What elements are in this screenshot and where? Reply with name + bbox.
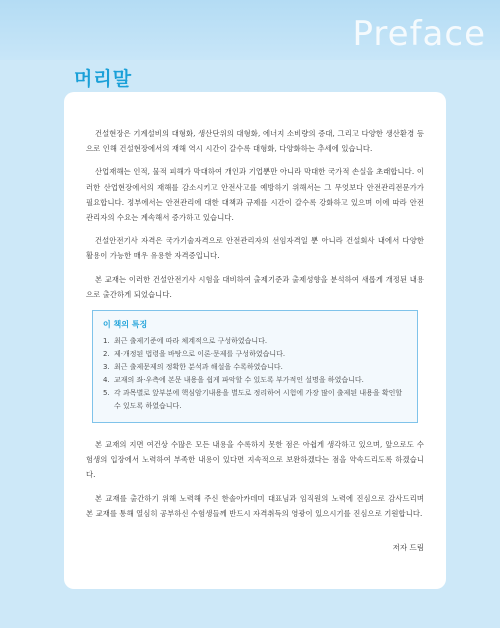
feature-number: 1. <box>103 337 110 346</box>
paragraph-industrial-accidents: 산업재해는 인적, 물적 피해가 막대하여 개인과 기업뿐만 아니라 막대한 국가적 손실을 초래합니다. 이러한 산업현장에서의 재해를 감소시키고 안전사고를 예방하기 위해서는 그 무엇보다 안전관리전문가가 필요합니다. 정부에서는 안전관리에 대한 대책과 규제를 시간이 갈수록 강화하고 있으며 이에 따라 안전관리자의 수요는 계속해서 증가하고 있습니다. <box>86 167 424 223</box>
feature-item <box>103 387 407 413</box>
feature-text: 제·개정된 법령을 바탕으로 이론·문제를 구성하였습니다. <box>114 350 286 359</box>
feature-text: 각 과목별로 앞부분에 핵심암기내용을 별도로 정리하여 시험에 가장 많이 출제된 내용을 확인할 수 있도록 하였습니다. <box>114 389 403 411</box>
feature-text: 최근 출제문제의 정확한 분석과 해설을 수록하였습니다. <box>114 363 283 372</box>
paragraph-acknowledgements: 본 교재를 출간하기 위해 노력해 주신 한솔아카데미 대표님과 임직원의 노력에 진심으로 감사드리며 본 교재를 통해 열심히 공부하신 수험생들께 반드시 자격취득의 영광이 있으시기를 진심으로 기원합니다. <box>86 493 424 518</box>
features-box <box>92 310 418 423</box>
paragraph-intro: 건설현장은 기계설비의 대형화, 생산단위의 대형화, 에너지 소비량의 증대, 그리고 다양한 생산환경 등으로 인해 건설현장에서의 재해 역시 시간이 갈수록 대형화, 다양화하는 추세에 있습니다. <box>86 129 424 154</box>
feature-number: 2. <box>103 350 110 359</box>
feature-item <box>103 361 407 374</box>
feature-text: 최근 출제기준에 따라 체계적으로 구성하였습니다. <box>114 337 268 346</box>
page-title: 머리말 <box>74 68 133 90</box>
feature-text: 교재의 좌·우측에 본문 내용을 쉽게 파악할 수 있도록 부가적인 설명을 하였습니다. <box>114 376 364 385</box>
feature-number: 3. <box>103 363 110 372</box>
feature-item <box>103 348 407 361</box>
feature-number: 4. <box>103 376 110 385</box>
preface-heading: Preface <box>352 14 486 54</box>
paragraph-certification: 건설안전기사 자격은 국가기술자격으로 안전관리자의 선임자격일 뿐 아니라 건설회사 내에서 다양한 활용이 가능한 매우 유용한 자격증입니다. <box>86 236 424 261</box>
feature-item <box>103 374 407 387</box>
author-signature: 저자 드림 <box>392 543 424 552</box>
paragraph-book-purpose: 본 교재는 이러한 건설안전기사 시험을 대비하여 출제기준과 출제성향을 분석하여 새롭게 개정된 내용으로 출간하게 되었습니다. <box>86 274 425 299</box>
paragraph-limitations: 본 교재의 지면 여건상 수많은 모든 내용을 수록하지 못한 점은 아쉽게 생각하고 있으며, 앞으로도 수험생의 입장에서 노력하여 부족한 내용이 있다면 지속적으로 보완하겠다는 점을 약속드리도록 하겠습니다. <box>86 440 424 480</box>
feature-number: 5. <box>103 389 110 398</box>
content-card <box>64 92 446 589</box>
feature-item <box>103 335 407 348</box>
features-title: 이 책의 특징 <box>103 320 148 330</box>
